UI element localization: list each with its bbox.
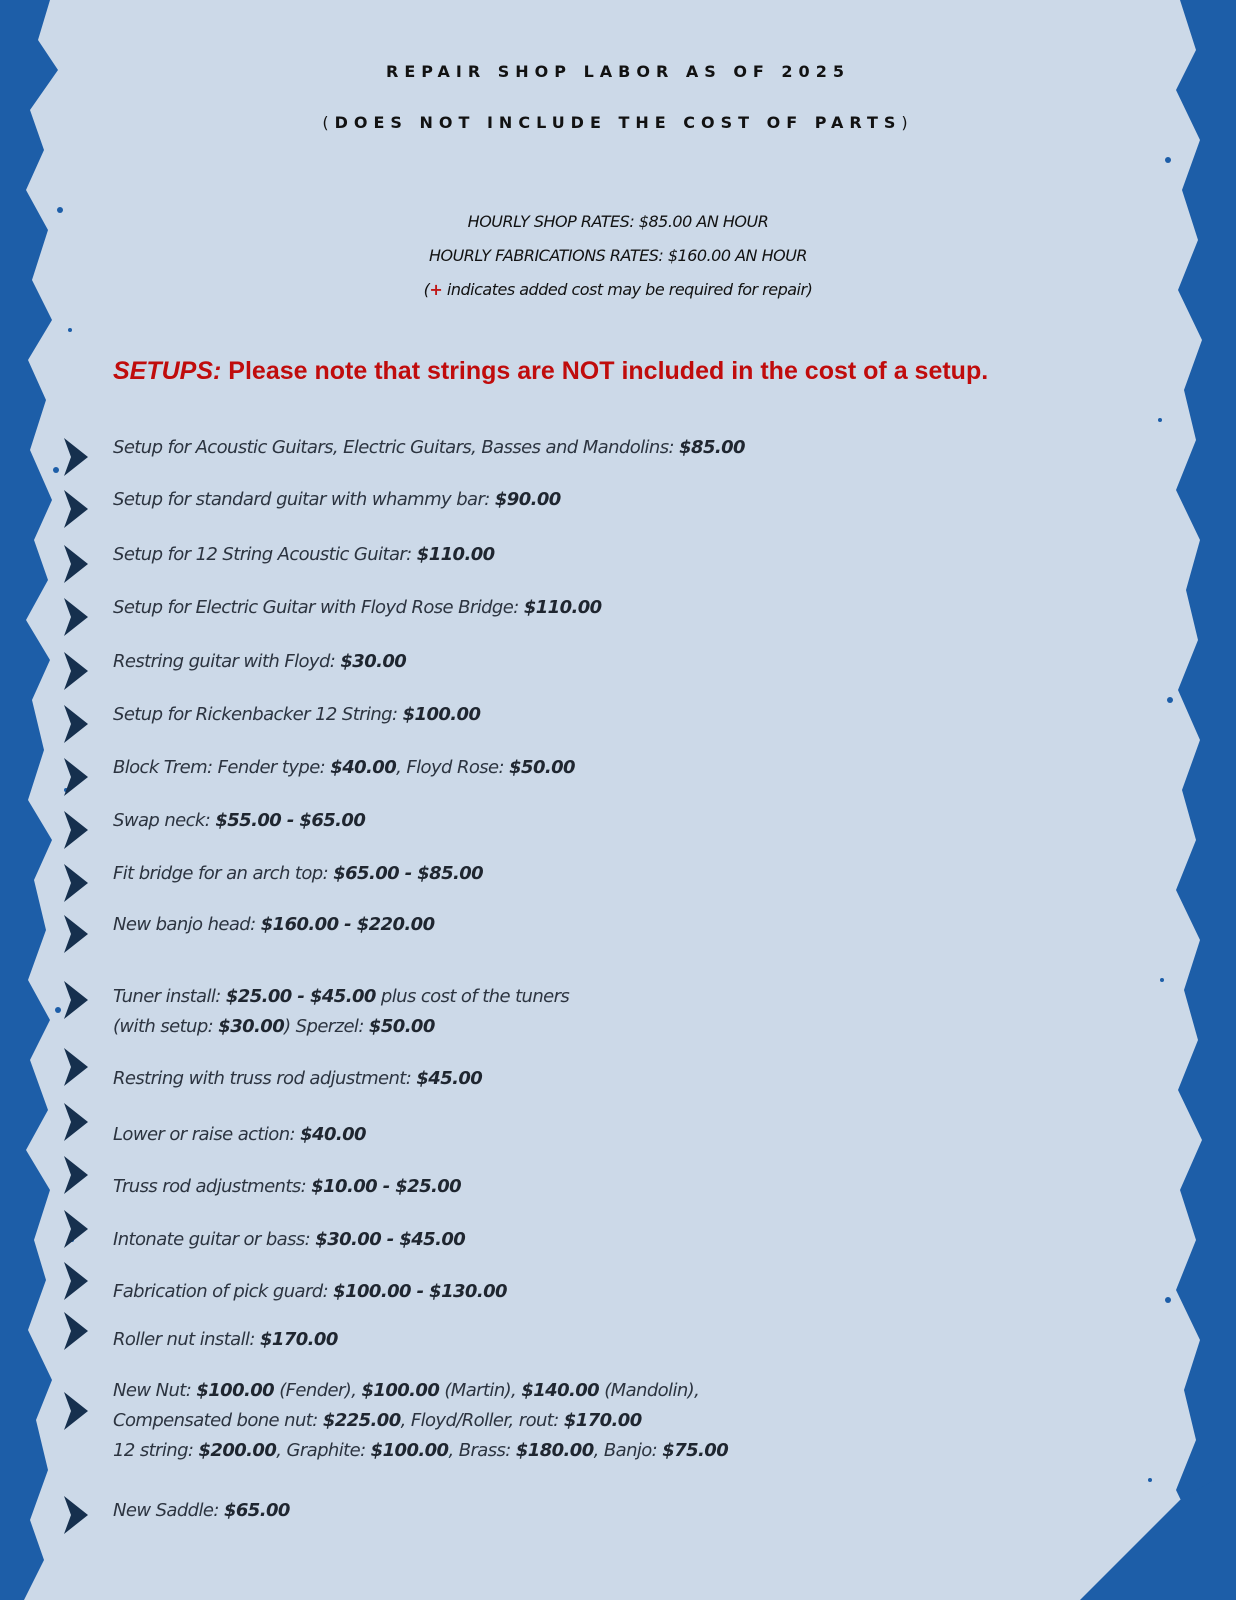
chevron-right-icon: [62, 438, 90, 476]
chevron-right-icon: [62, 1392, 90, 1430]
chevron-right-icon: [62, 811, 90, 849]
hourly-shop-rate: HOURLY SHOP RATES: $85.00 AN HOUR: [467, 212, 769, 231]
list-item: Fit bridge for an arch top: $65.00 - $85.00: [113, 863, 484, 884]
list-item: Swap neck: $55.00 - $65.00: [113, 810, 366, 831]
chevron-right-icon: [62, 598, 90, 636]
list-item: New banjo head: $160.00 - $220.00: [113, 914, 435, 935]
page-title: REPAIR SHOP LABOR AS OF 2025: [386, 62, 850, 81]
hourly-fabrication-rate: HOURLY FABRICATIONS RATES: $160.00 AN HOUR: [428, 246, 808, 265]
list-item-continuation: 12 string: $200.00, Graphite: $100.00, Brass: $180.00, Banjo: $75.00: [113, 1440, 729, 1461]
chevron-right-icon: [62, 1048, 90, 1086]
plus-legend-note: (+ indicates added cost may be required for repair): [423, 280, 813, 299]
list-item: Fabrication of pick guard: $100.00 - $130.00: [113, 1281, 507, 1302]
list-item: Setup for Rickenbacker 12 String: $100.00: [113, 704, 481, 725]
chevron-right-icon: [62, 1210, 90, 1248]
chevron-right-icon: [62, 490, 90, 528]
chevron-right-icon: [62, 705, 90, 743]
chevron-right-icon: [62, 1496, 90, 1534]
chevron-right-icon: [62, 758, 90, 796]
list-item: Lower or raise action: $40.00: [113, 1124, 366, 1145]
list-item: Setup for Electric Guitar with Floyd Rose Bridge: $110.00: [113, 597, 602, 618]
list-item: Setup for Acoustic Guitars, Electric Guitars, Basses and Mandolins: $85.00: [113, 437, 745, 458]
chevron-right-icon: [62, 652, 90, 690]
page-subtitle: (DOES NOT INCLUDE THE COST OF PARTS): [322, 113, 914, 132]
list-item: Tuner install: $25.00 - $45.00 plus cost of the tuners: [113, 986, 570, 1007]
list-item: New Saddle: $65.00: [113, 1500, 290, 1521]
chevron-right-icon: [62, 1156, 90, 1194]
list-item: Block Trem: Fender type: $40.00, Floyd Rose: $50.00: [113, 757, 575, 778]
chevron-right-icon: [62, 1103, 90, 1141]
list-item: Setup for 12 String Acoustic Guitar: $110.00: [113, 544, 495, 565]
list-item: Setup for standard guitar with whammy bar: $90.00: [113, 489, 561, 510]
list-item: New Nut: $100.00 (Fender), $100.00 (Martin), $140.00 (Mandolin),: [113, 1380, 700, 1401]
list-item: Intonate guitar or bass: $30.00 - $45.00: [113, 1229, 466, 1250]
chevron-right-icon: [62, 864, 90, 902]
chevron-right-icon: [62, 915, 90, 953]
list-item: Restring with truss rod adjustment: $45.00: [113, 1068, 483, 1089]
chevron-right-icon: [62, 981, 90, 1019]
list-item: Roller nut install: $170.00: [113, 1329, 338, 1350]
chevron-right-icon: [62, 1312, 90, 1350]
list-item: Restring guitar with Floyd: $30.00: [113, 651, 407, 672]
setups-notice: SETUPS: Please note that strings are NOT included in the cost of a setup.: [113, 357, 989, 385]
chevron-right-icon: [62, 545, 90, 583]
chevron-right-icon: [62, 1262, 90, 1300]
list-item-continuation: Compensated bone nut: $225.00, Floyd/Roller, rout: $170.00: [113, 1410, 642, 1431]
list-item-continuation: (with setup: $30.00) Sperzel: $50.00: [113, 1016, 435, 1037]
list-item: Truss rod adjustments: $10.00 - $25.00: [113, 1176, 462, 1197]
